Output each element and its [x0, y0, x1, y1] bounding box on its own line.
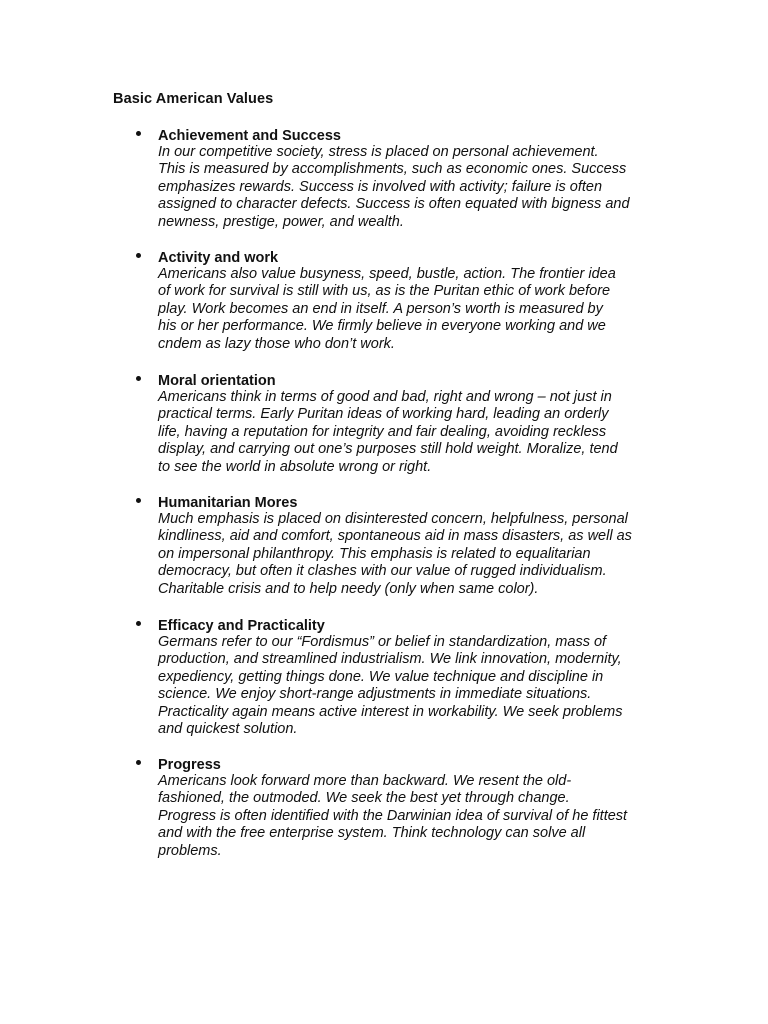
item-heading: Humanitarian Mores [158, 495, 298, 511]
body-line: expediency, getting things done. We value technique and discipline in [158, 668, 604, 685]
item-description [158, 389, 668, 476]
body-line: Charitable crisis and to help needy (only when same color). [158, 580, 539, 597]
item-heading: Activity and work [158, 250, 279, 266]
body-line: Americans think in terms of good and bad, right and wrong – not just in [158, 389, 612, 405]
body-line: In our competitive society, stress is placed on personal achievement. [158, 144, 599, 160]
body-line: Germans refer to our “Fordismus” or belief in standardization, mass of [158, 634, 607, 650]
body-line: on impersonal philanthropy. This emphasis is related to equalitarian [158, 545, 591, 562]
body-line: display, and carrying out one’s purposes still hold weight. Moralize, tend [158, 441, 618, 458]
body-line: Much emphasis is placed on disinterested concern, helpfulness, personal [158, 511, 628, 527]
bullet-icon [136, 498, 141, 503]
body-line: Americans also value busyness, speed, bustle, action. The frontier idea [158, 266, 616, 282]
item-description [158, 266, 668, 353]
body-line: and with the free enterprise system. Think technology can solve all [158, 825, 586, 842]
bullet-icon [136, 760, 141, 765]
body-line: his or her performance. We firmly believe in everyone working and we [158, 318, 606, 335]
body-line: problems. [158, 842, 222, 859]
body-line: play. Work becomes an end in itself. A person’s worth is measured by [158, 300, 603, 317]
item-heading: Moral orientation [158, 373, 276, 389]
body-line: democracy, but often it clashes with our value of rugged individualism. [158, 563, 607, 580]
body-line: This is measured by accomplishments, such as economic ones. Success [158, 161, 627, 178]
body-line: newness, prestige, power, and wealth. [158, 213, 404, 230]
item-heading: Efficacy and Practicality [158, 618, 325, 634]
body-line: Americans look forward more than backward. We resent the old- [158, 773, 572, 789]
item-description [158, 634, 668, 738]
document-title: Basic American Values [113, 91, 274, 107]
bullet-icon [136, 253, 141, 258]
item-heading: Achievement and Success [158, 128, 341, 144]
body-line: practical terms. Early Puritan ideas of working hard, leading an orderly [158, 406, 609, 423]
body-line: emphasizes rewards. Success is involved with activity; failure is often [158, 178, 603, 195]
item-description [158, 511, 668, 598]
body-line: fashioned, the outmoded. We seek the best yet through change. [158, 790, 570, 807]
body-line: of work for survival is still with us, as is the Puritan ethic of work before [158, 283, 611, 300]
body-line: science. We enjoy short-range adjustments in immediate situations. [158, 686, 592, 703]
item-description [158, 144, 668, 231]
bullet-icon [136, 621, 141, 626]
body-line: Practicality again means active interest in workability. We seek problems [158, 703, 623, 720]
body-line: Progress is often identified with the Darwinian idea of survival of he fittest [158, 807, 628, 824]
body-line: and quickest solution. [158, 721, 298, 738]
body-line: kindliness, aid and comfort, spontaneous aid in mass disasters, as well as [158, 528, 632, 545]
body-line: cndem as lazy those who don’t work. [158, 335, 395, 352]
item-heading: Progress [158, 757, 221, 773]
item-description [158, 773, 668, 860]
body-line: assigned to character defects. Success is often equated with bigness and [158, 196, 630, 213]
body-line: production, and streamlined industrialism. We link innovation, modernity, [158, 651, 622, 668]
bullet-icon [136, 376, 141, 381]
body-line: to see the world in absolute wrong or right. [158, 458, 432, 475]
body-line: life, having a reputation for integrity and fair dealing, avoiding reckless [158, 423, 607, 440]
bullet-icon [136, 131, 141, 136]
